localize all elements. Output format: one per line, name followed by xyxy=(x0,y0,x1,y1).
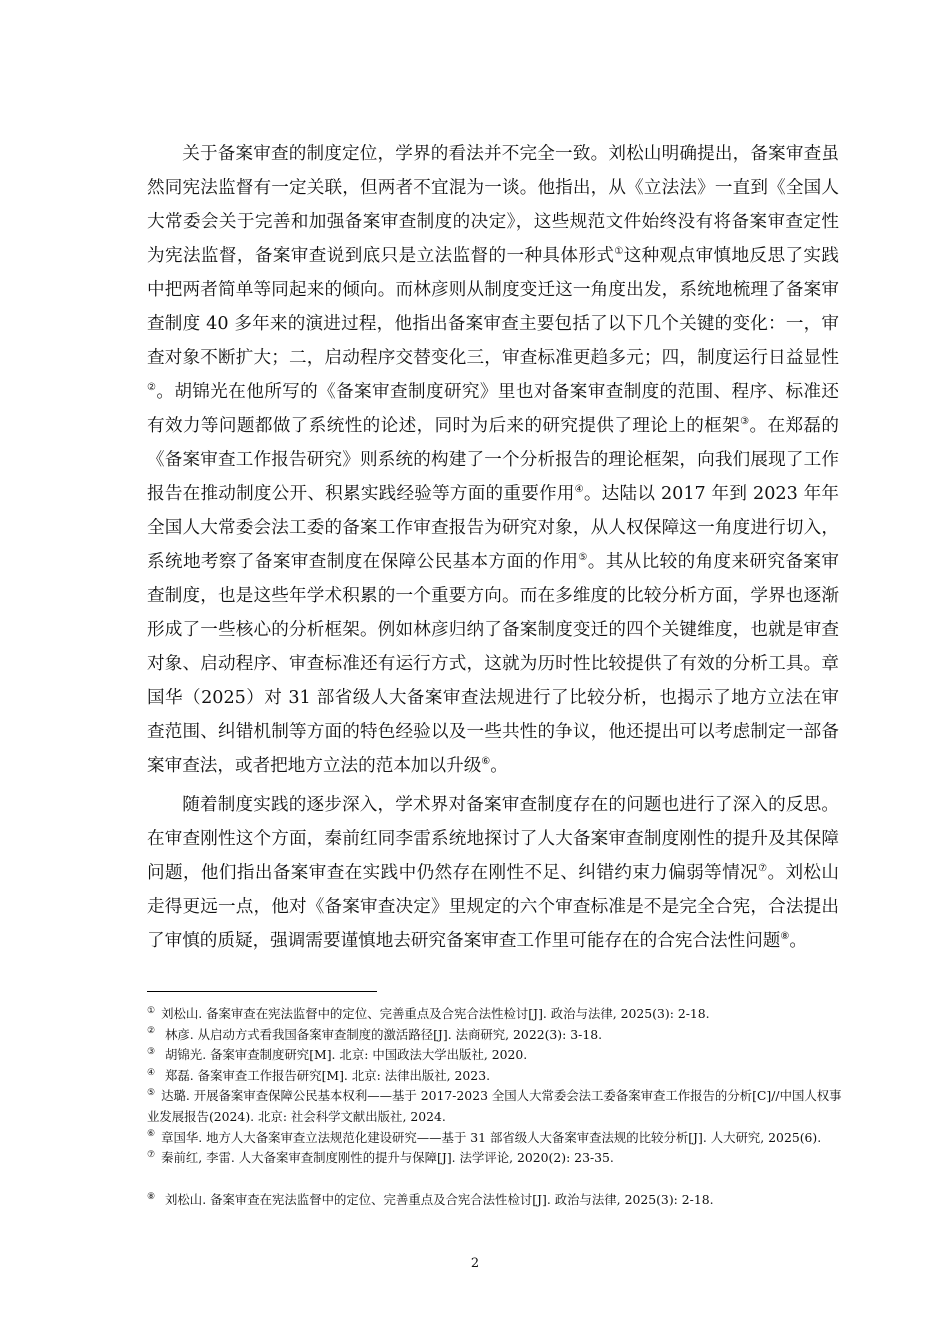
footnote-7: ⑦ 秦前红, 李雷. 人大备案审查制度刚性的提升与保障[J]. 法学评论, 2020(2): 23-35. xyxy=(147,1150,614,1166)
footnote-separator xyxy=(147,991,377,992)
page-number: 2 xyxy=(470,1256,480,1271)
footnote-5: ⑤ 达璐. 开展备案审查保障公民基本权利——基于 2017-2023 全国人大常委会法工委备案审查工作报告的分析[C]//中国人权事业发展报告(2024). 北京: 社会科学文献出版社, 2024. xyxy=(147,1088,842,1124)
footnote-ref-7[interactable]: ⑦ xyxy=(758,863,768,875)
paragraph-2: 随着制度实践的逐步深入，学术界对备案审查制度存在的问题也进行了深入的反思。在审查刚性这个方面，秦前红同李雷系统地探讨了人大备案审查制度刚性的提升及其保障问题，他们指出备案审查在实践中仍然存在刚性不足、纠错约束力偏弱等情况⑦。刘松山走得更远一点，他对《备案审查决定》里规定的六个审查标准是不是完全合宪，合法提出了审慎的质疑，强调需要谨慎地去研究备案审查工作里可能存在的合宪合法性问题⑧。 xyxy=(147,795,839,951)
footnote-3: ③ 胡锦光. 备案审查制度研究[M]. 北京: 中国政法大学出版社, 2020. xyxy=(147,1047,528,1063)
footnote-2: ② 林彦. 从启动方式看我国备案审查制度的激活路径[J]. 法商研究, 2022(3): 3-18. xyxy=(147,1026,603,1042)
footnote-6: ⑥ 章国华. 地方人大备案审查立法规范化建设研究——基于 31 部省级人大备案审查法规的比较分析[J]. 人大研究, 2025(6). xyxy=(147,1129,822,1145)
footnote-ref-5[interactable]: ⑤ xyxy=(578,552,588,564)
footnote-4: ④ 郑磊. 备案审查工作报告研究[M]. 北京: 法律出版社, 2023. xyxy=(147,1067,491,1083)
footnote-ref-1[interactable]: ① xyxy=(614,246,624,258)
footnote-ref-4[interactable]: ④ xyxy=(574,484,584,496)
footnote-ref-3[interactable]: ③ xyxy=(740,416,750,428)
footnote-ref-6[interactable]: ⑥ xyxy=(481,756,491,768)
paragraph-1: 关于备案审查的制度定位，学界的看法并不完全一致。刘松山明确提出，备案审查虽然同宪法监督有一定关联，但两者不宜混为一谈。他指出，从《立法法》一直到《全国人大常委会关于完善和加强备案审查制度的决定》，这些规范文件始终没有将备案审查定性为宪法监督，备案审查说到底只是立法监督的一种具体形式①这种观点审慎地反思了实践中把两者简单等同起来的倾向。而林彦则从制度变迁这一角度出发，系统地梳理了备案审查制度 40 多年来的演进过程，他指出备案审查主要包括了以下几个关键的变化：一，审查对象不断扩大；二，启动程序交替变化三，审查标准更趋多元；四，制度运行日益显性②。胡锦光在他所写的《备案审查制度研究》里也对备案审查制度的范围、程序、标准还有效力等问题都做了系统性的论述，同时为后来的研究提供了理论上的框架③。在郑磊的《备案审查工作报告研究》则系统的构建了一个分析报告的理论框架，向我们展现了工作报告在推动制度公开、积累实践经验等方面的重要作用④。达陆以 2017 年到 2023 年年全国人大常委会法工委的备案工作审查报告为研究对象，从人权保障这一角度进行切入，系统地考察了备案审查制度在保障公民基本方面的作用⑤。其从比较的角度来研究备案审查制度，也是这些年学术积累的一个重要方向。而在多维度的比较分析方面，学界也逐渐形成了一些核心的分析框架。例如林彦归纳了备案制度变迁的四个关键维度，也就是审查对象、启动程序、审查标准还有运行方式，这就为历时性比较提供了有效的分析工具。章国华（2025）对 31 部省级人大备案审查法规进行了比较分析，也揭示了地方立法在审查范围、纠错机制等方面的特色经验以及一些共性的争议，他还提出可以考虑制定一部备案审查法，或者把地方立法的范本加以升级⑥。 xyxy=(147,144,840,776)
footnote-1: ① 刘松山. 备案审查在宪法监督中的定位、完善重点及合宪合法性检讨[J]. 政治与法律, 2025(3): 2-18. xyxy=(147,1005,710,1021)
footnote-ref-8[interactable]: ⑧ xyxy=(780,931,790,943)
footnote-8: ⑧ 刘松山. 备案审查在宪法监督中的定位、完善重点及合宪合法性检讨[J]. 政治与法律, 2025(3): 2-18. xyxy=(147,1191,714,1207)
footnotes xyxy=(147,1004,847,1210)
footnote-ref-2[interactable]: ② xyxy=(147,382,157,394)
